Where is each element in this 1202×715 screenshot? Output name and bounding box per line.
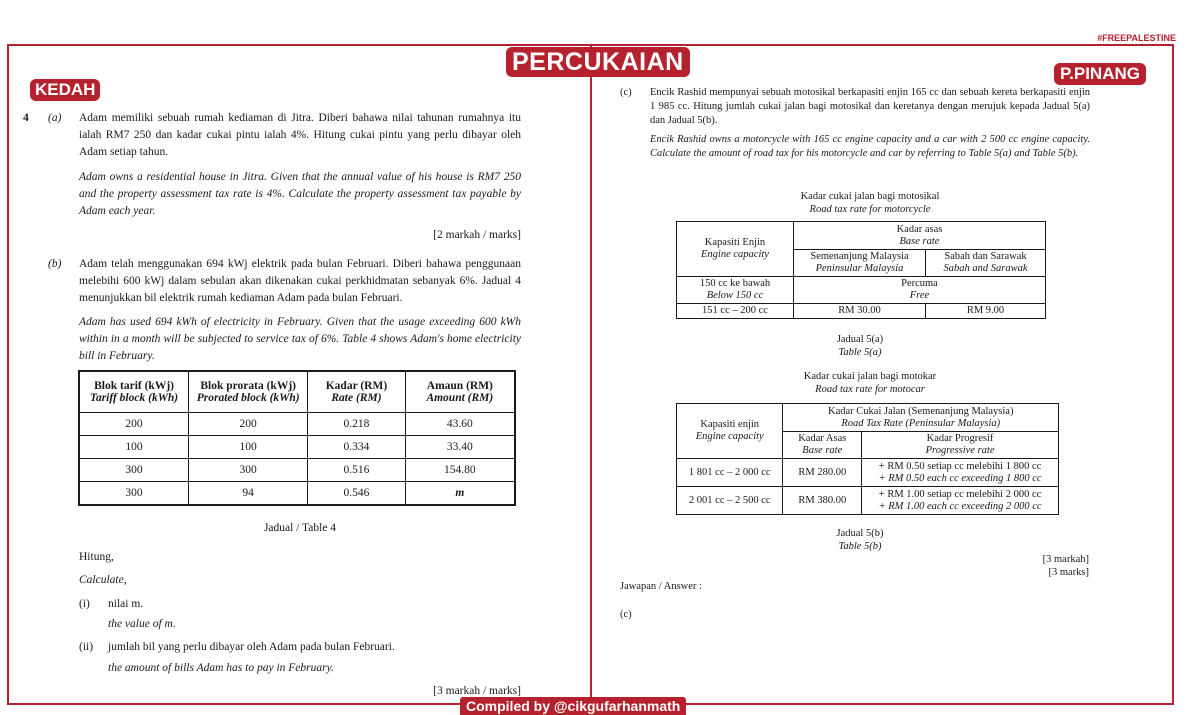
footer-credit-banner: Compiled by @cikgufarhanmath [460, 697, 686, 715]
table-row [79, 459, 515, 482]
question-number: 4 [23, 112, 29, 124]
table-cell: m [405, 482, 515, 506]
table-5b [676, 403, 1059, 515]
table-cell: 300 [189, 459, 308, 482]
table-row [677, 277, 1046, 304]
table-cell: 154.80 [405, 459, 515, 482]
table-cell: 200 [189, 413, 308, 436]
table-4-caption: Jadual / Table 4 [263, 522, 337, 534]
table-cell: 0.516 [308, 459, 405, 482]
part-a-marks: [2 markah / marks] [433, 229, 521, 241]
table-cell: 33.40 [405, 436, 515, 459]
table-header-cell: Amaun (RM) Amount (RM) [405, 371, 515, 413]
table-row [79, 436, 515, 459]
sub-ii-malay: jumlah bil yang perlu dibayar oleh Adam pada bulan Februari. [108, 641, 395, 653]
table-cell: 0.546 [308, 482, 405, 506]
hitung-text: Hitung, [79, 551, 114, 563]
table-row [677, 459, 1059, 487]
sub-ii-english: the amount of bills Adam has to pay in February. [108, 662, 334, 674]
title-banner: PERCUKAIAN [506, 47, 690, 77]
table-row [677, 487, 1059, 515]
part-a-english: Adam owns a residential house in Jitra. Given that the annual value of his house is RM7 250 and the property assessment tax rate is 4%. Calculate the property assessment tax payable by Adam each year. [79, 171, 521, 217]
table-4 [78, 370, 516, 506]
table-header-cell: Kadar Asas Base rate [783, 432, 862, 459]
table-header-cell: Kadar asas Base rate [793, 222, 1045, 250]
sub-i-label: (i) [79, 598, 90, 610]
part-a-label: (a) [48, 112, 62, 124]
kedah-banner: KEDAH [30, 79, 100, 101]
table-cell: 100 [79, 436, 189, 459]
part-c-marks: [3 markah] [3 marks] [1042, 554, 1089, 578]
table-cell: 2 001 cc – 2 500 cc [677, 487, 783, 515]
table-header-cell: Kapasiti enjin Engine capacity [677, 404, 783, 459]
table-header-cell: Blok tarif (kWj) Tariff block (kWh) [79, 371, 189, 413]
table-cell: 200 [79, 413, 189, 436]
sub-ii-label: (ii) [79, 641, 94, 653]
table-cell: 150 cc ke bawah Below 150 cc [677, 277, 794, 304]
table-5b-title: Kadar cukai jalan bagi motokar Road tax rate for motocar [803, 371, 937, 395]
table-header-cell: Blok prorata (kWj) Prorated block (kWh) [189, 371, 308, 413]
table-cell: 43.60 [405, 413, 515, 436]
table-cell: 300 [79, 482, 189, 506]
table-cell: 300 [79, 459, 189, 482]
table-header-cell: Semenanjung Malaysia Peninsular Malaysia [793, 250, 925, 277]
part-b-label: (b) [48, 258, 62, 270]
table-header-cell: Kapasiti Enjin Engine capacity [677, 222, 794, 277]
table-header-cell: Kadar Cukai Jalan (Semenanjung Malaysia) Road Tax Rate (Peninsular Malaysia) [783, 404, 1059, 432]
freepalestine-tag: #FREEPALESTINE [1097, 33, 1176, 43]
sub-i-english: the value of m. [108, 618, 176, 630]
table-header-cell: Kadar Progresif Progressive rate [862, 432, 1059, 459]
table-cell: + RM 0.50 setiap cc melebihi 1 800 cc + RM 0.50 each cc exceeding 1 800 cc [862, 459, 1059, 487]
table-cell: RM 9.00 [926, 304, 1046, 319]
table-5a [676, 221, 1046, 319]
table-cell: 0.218 [308, 413, 405, 436]
table-header-cell: Sabah dan Sarawak Sabah and Sarawak [926, 250, 1046, 277]
part-b-malay: Adam telah menggunakan 694 kWj elektrik pada bulan Februari. Diberi bahawa penggunaan melebihi 600 kWj dalam sebulan akan dikenakan cukai perkhidmatan sebanyak 6%. Jadual 4 menunjukkan bil elektrik rumah kediaman Adam pada bulan Februari. [79, 258, 521, 304]
column-divider [590, 44, 592, 705]
table-cell: RM 280.00 [783, 459, 862, 487]
table-header-row [677, 222, 1046, 250]
table-cell: 151 cc – 200 cc [677, 304, 794, 319]
part-c-english: Encik Rashid owns a motorcycle with 165 cc engine capacity and a car with 2 500 cc engine capacity. Calculate the amount of road tax for his motorcycle and car by referring to Table 5(a) and Table 5(b). [650, 134, 1090, 159]
table-cell: RM 30.00 [793, 304, 925, 319]
table-cell: 94 [189, 482, 308, 506]
calculate-text: Calculate, [79, 574, 127, 586]
part-c-malay: Encik Rashid mempunyai sebuah motosikal berkapasiti enjin 165 cc dan sebuah kereta berkapasiti enjin 1 985 cc. Hitung jumlah cukai jalan bagi motosikal dan keretanya dengan merujuk kepada Jadual 5(a) dan Jadual 5(b). [650, 87, 1090, 126]
table-5a-title: Kadar cukai jalan bagi motosikal Road tax rate for motorcycle [800, 191, 940, 215]
table-5a-caption: Jadual 5(a) Table 5(a) [836, 334, 884, 358]
answer-c-label: (c) [620, 609, 632, 620]
table-cell: RM 380.00 [783, 487, 862, 515]
answer-label: Jawapan / Answer : [620, 581, 702, 592]
table-header-row [677, 404, 1059, 432]
table-row [677, 304, 1046, 319]
part-b-marks: [3 markah / marks] [433, 685, 521, 697]
table-header-row [79, 371, 515, 413]
table-cell: 100 [189, 436, 308, 459]
table-cell: Percuma Free [793, 277, 1045, 304]
part-c-label: (c) [620, 87, 632, 98]
pinang-banner: P.PINANG [1054, 63, 1146, 85]
table-cell: + RM 1.00 setiap cc melebihi 2 000 cc + RM 1.00 each cc exceeding 2 000 cc [862, 487, 1059, 515]
sub-i-malay: nilai m. [108, 598, 144, 610]
table-row [79, 482, 515, 506]
table-cell: 1 801 cc – 2 000 cc [677, 459, 783, 487]
table-5b-caption: Jadual 5(b) Table 5(b) [836, 528, 884, 552]
part-b-english: Adam has used 694 kWh of electricity in February. Given that the usage exceeding 600 kWh within in a month will be subjected to service tax of 6%. Table 4 shows Adam's home electricity bill in February. [79, 316, 521, 362]
table-cell: 0.334 [308, 436, 405, 459]
part-a-malay: Adam memiliki sebuah rumah kediaman di Jitra. Diberi bahawa nilai tahunan rumahnya itu ialah RM7 250 dan kadar cukai pintu ialah 4%. Hitung cukai pintu yang perlu dibayar oleh Adam setiap tahun. [79, 112, 521, 158]
table-row [79, 413, 515, 436]
table-header-cell: Kadar (RM) Rate (RM) [308, 371, 405, 413]
